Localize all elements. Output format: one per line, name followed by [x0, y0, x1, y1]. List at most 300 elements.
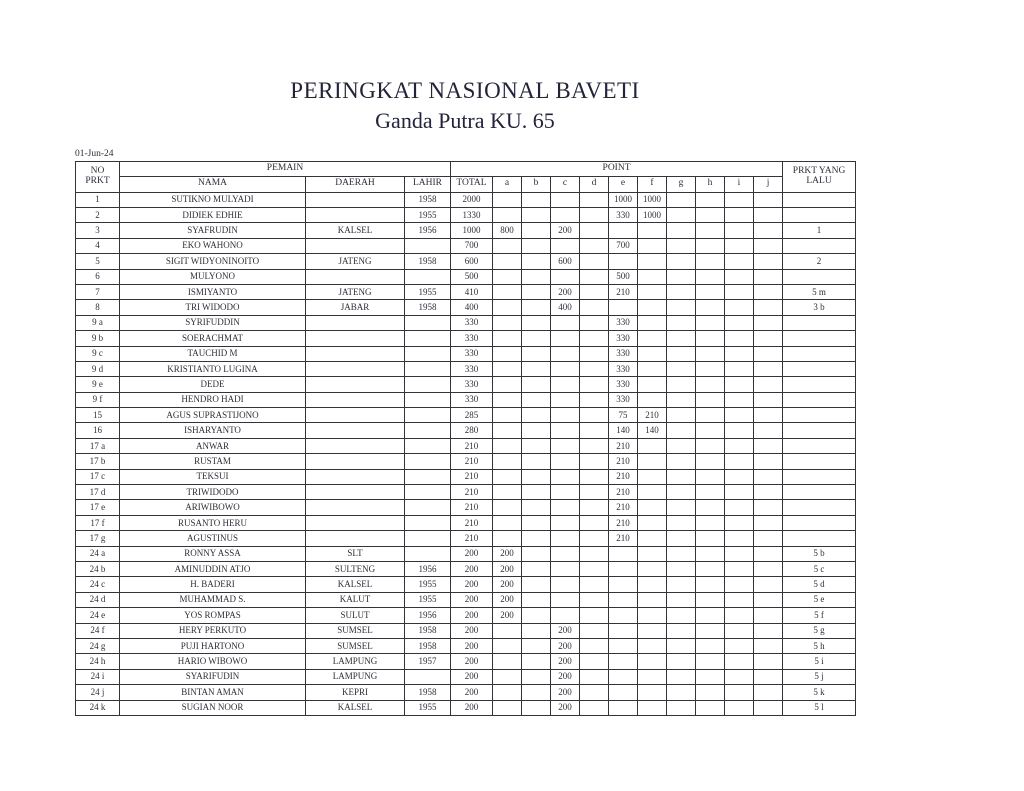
cell-no: 24 b [76, 561, 120, 576]
cell-prkt-lalu: 1 [783, 223, 856, 238]
cell-total: 200 [451, 685, 493, 700]
cell-total: 200 [451, 577, 493, 592]
cell-point-g [667, 223, 696, 238]
cell-daerah [306, 269, 405, 284]
table-body [76, 192, 856, 715]
cell-point-b [522, 300, 551, 315]
cell-point-i [725, 500, 754, 515]
cell-point-d [580, 685, 609, 700]
cell-point-g [667, 269, 696, 284]
cell-prkt-lalu [783, 438, 856, 453]
table-row [76, 300, 856, 315]
cell-point-j [754, 269, 783, 284]
cell-lahir [405, 269, 451, 284]
cell-no: 9 a [76, 315, 120, 330]
cell-point-g [667, 500, 696, 515]
cell-lahir: 1955 [405, 700, 451, 715]
cell-daerah: JATENG [306, 284, 405, 299]
cell-point-g [667, 592, 696, 607]
cell-prkt-lalu [783, 346, 856, 361]
cell-point-j [754, 700, 783, 715]
cell-nama: RUSTAM [120, 454, 306, 469]
cell-nama: YOS ROMPAS [120, 608, 306, 623]
cell-point-b [522, 361, 551, 376]
cell-lahir: 1958 [405, 638, 451, 653]
header-row-1 [76, 161, 856, 176]
table-row [76, 223, 856, 238]
cell-point-g [667, 238, 696, 253]
table-row [76, 561, 856, 576]
table-row [76, 685, 856, 700]
cell-point-a: 200 [493, 577, 522, 592]
cell-lahir: 1955 [405, 208, 451, 223]
cell-nama: ISHARYANTO [120, 423, 306, 438]
cell-prkt-lalu: 3 b [783, 300, 856, 315]
cell-total: 330 [451, 315, 493, 330]
cell-point-e: 330 [609, 331, 638, 346]
cell-point-a [493, 238, 522, 253]
cell-no: 3 [76, 223, 120, 238]
cell-no: 24 a [76, 546, 120, 561]
header-lalu-line2: LALU [806, 175, 832, 186]
cell-nama: DIDIEK EDHIE [120, 208, 306, 223]
cell-point-i [725, 654, 754, 669]
cell-point-c [551, 238, 580, 253]
cell-total: 200 [451, 546, 493, 561]
cell-point-d [580, 269, 609, 284]
cell-no: 17 c [76, 469, 120, 484]
cell-point-j [754, 315, 783, 330]
cell-prkt-lalu: 5 f [783, 608, 856, 623]
cell-point-g [667, 546, 696, 561]
cell-point-e [609, 623, 638, 638]
cell-point-h [696, 561, 725, 576]
cell-point-d [580, 208, 609, 223]
cell-point-f [638, 331, 667, 346]
cell-daerah: LAMPUNG [306, 654, 405, 669]
cell-point-j [754, 638, 783, 653]
cell-point-i [725, 331, 754, 346]
cell-point-a [493, 346, 522, 361]
cell-point-j [754, 485, 783, 500]
cell-point-e: 330 [609, 346, 638, 361]
cell-prkt-lalu: 5 k [783, 685, 856, 700]
cell-point-d [580, 331, 609, 346]
cell-daerah: SUMSEL [306, 623, 405, 638]
cell-point-c [551, 469, 580, 484]
cell-point-b [522, 408, 551, 423]
cell-nama: TEKSUI [120, 469, 306, 484]
cell-point-a: 200 [493, 546, 522, 561]
cell-point-j [754, 208, 783, 223]
col-header-point-e: e [609, 177, 638, 192]
col-header-daerah: DAERAH [306, 177, 405, 192]
cell-point-f [638, 238, 667, 253]
cell-daerah: LAMPUNG [306, 669, 405, 684]
cell-total: 200 [451, 638, 493, 653]
cell-nama: AGUS SUPRASTIJONO [120, 408, 306, 423]
cell-point-g [667, 515, 696, 530]
cell-point-e: 330 [609, 377, 638, 392]
cell-point-f [638, 531, 667, 546]
cell-point-j [754, 377, 783, 392]
cell-no: 4 [76, 238, 120, 253]
cell-point-g [667, 438, 696, 453]
cell-point-c [551, 608, 580, 623]
cell-point-e: 1000 [609, 192, 638, 207]
table-row [76, 546, 856, 561]
ranking-table [75, 161, 856, 716]
cell-point-h [696, 346, 725, 361]
table-row [76, 346, 856, 361]
cell-point-f [638, 546, 667, 561]
cell-point-h [696, 515, 725, 530]
cell-total: 200 [451, 654, 493, 669]
cell-daerah [306, 454, 405, 469]
cell-point-g [667, 623, 696, 638]
cell-point-a [493, 192, 522, 207]
cell-point-g [667, 700, 696, 715]
cell-point-b [522, 654, 551, 669]
cell-total: 1000 [451, 223, 493, 238]
cell-nama: PUJI HARTONO [120, 638, 306, 653]
cell-point-d [580, 238, 609, 253]
cell-daerah: KALUT [306, 592, 405, 607]
cell-nama: MULYONO [120, 269, 306, 284]
cell-point-h [696, 223, 725, 238]
cell-point-c [551, 423, 580, 438]
cell-nama: RUSANTO HERU [120, 515, 306, 530]
cell-point-e: 210 [609, 284, 638, 299]
cell-point-d [580, 485, 609, 500]
cell-lahir: 1955 [405, 592, 451, 607]
cell-point-a [493, 315, 522, 330]
table-row [76, 192, 856, 207]
cell-point-i [725, 284, 754, 299]
cell-prkt-lalu [783, 515, 856, 530]
cell-point-f [638, 454, 667, 469]
cell-point-d [580, 284, 609, 299]
cell-point-c [551, 561, 580, 576]
cell-daerah: SULTENG [306, 561, 405, 576]
cell-point-a [493, 361, 522, 376]
cell-point-d [580, 361, 609, 376]
table-row [76, 531, 856, 546]
cell-point-c: 200 [551, 669, 580, 684]
table-row [76, 592, 856, 607]
cell-point-c: 600 [551, 254, 580, 269]
cell-point-e [609, 592, 638, 607]
cell-prkt-lalu: 5 g [783, 623, 856, 638]
cell-total: 200 [451, 592, 493, 607]
cell-point-c [551, 485, 580, 500]
cell-total: 410 [451, 284, 493, 299]
cell-no: 1 [76, 192, 120, 207]
cell-point-h [696, 392, 725, 407]
cell-point-d [580, 654, 609, 669]
cell-point-e [609, 608, 638, 623]
cell-point-f [638, 223, 667, 238]
cell-no: 17 b [76, 454, 120, 469]
cell-point-e [609, 254, 638, 269]
cell-point-i [725, 608, 754, 623]
cell-point-j [754, 654, 783, 669]
cell-no: 24 i [76, 669, 120, 684]
cell-point-f [638, 269, 667, 284]
cell-point-j [754, 254, 783, 269]
cell-point-j [754, 669, 783, 684]
cell-point-h [696, 192, 725, 207]
cell-point-f [638, 392, 667, 407]
document-page [75, 78, 855, 716]
cell-point-d [580, 577, 609, 592]
header-no-line1: NO [90, 165, 105, 176]
cell-daerah [306, 346, 405, 361]
cell-point-d [580, 623, 609, 638]
cell-total: 330 [451, 331, 493, 346]
cell-point-d [580, 669, 609, 684]
cell-point-f [638, 300, 667, 315]
cell-point-b [522, 608, 551, 623]
cell-point-a [493, 623, 522, 638]
cell-point-c [551, 515, 580, 530]
cell-point-a: 200 [493, 561, 522, 576]
cell-point-g [667, 654, 696, 669]
cell-point-i [725, 577, 754, 592]
cell-point-f [638, 608, 667, 623]
cell-nama: HARIO WIBOWO [120, 654, 306, 669]
cell-prkt-lalu [783, 531, 856, 546]
cell-lahir: 1958 [405, 254, 451, 269]
cell-total: 330 [451, 346, 493, 361]
cell-nama: MUHAMMAD S. [120, 592, 306, 607]
cell-lahir [405, 238, 451, 253]
cell-point-b [522, 638, 551, 653]
cell-daerah: JABAR [306, 300, 405, 315]
cell-no: 17 f [76, 515, 120, 530]
cell-point-g [667, 669, 696, 684]
cell-point-h [696, 208, 725, 223]
cell-nama: EKO WAHONO [120, 238, 306, 253]
cell-point-d [580, 454, 609, 469]
cell-no: 5 [76, 254, 120, 269]
cell-point-c: 200 [551, 623, 580, 638]
cell-point-g [667, 315, 696, 330]
table-row [76, 485, 856, 500]
table-row [76, 331, 856, 346]
cell-point-d [580, 469, 609, 484]
col-header-point-f: f [638, 177, 667, 192]
cell-point-i [725, 485, 754, 500]
cell-nama: DEDE [120, 377, 306, 392]
cell-point-g [667, 392, 696, 407]
cell-lahir: 1956 [405, 223, 451, 238]
cell-point-a [493, 331, 522, 346]
cell-point-j [754, 515, 783, 530]
cell-point-c [551, 546, 580, 561]
table-row [76, 500, 856, 515]
cell-daerah [306, 208, 405, 223]
cell-point-d [580, 438, 609, 453]
cell-point-b [522, 331, 551, 346]
cell-no: 24 d [76, 592, 120, 607]
cell-total: 400 [451, 300, 493, 315]
cell-total: 280 [451, 423, 493, 438]
cell-daerah [306, 192, 405, 207]
cell-point-b [522, 577, 551, 592]
cell-total: 330 [451, 392, 493, 407]
cell-daerah [306, 469, 405, 484]
cell-no: 17 g [76, 531, 120, 546]
cell-point-j [754, 500, 783, 515]
cell-point-a [493, 377, 522, 392]
col-header-point-h: h [696, 177, 725, 192]
cell-point-d [580, 531, 609, 546]
cell-point-c: 200 [551, 638, 580, 653]
cell-nama: BINTAN AMAN [120, 685, 306, 700]
cell-nama: TRIWIDODO [120, 485, 306, 500]
cell-point-i [725, 238, 754, 253]
cell-no: 16 [76, 423, 120, 438]
table-row [76, 408, 856, 423]
table-row [76, 377, 856, 392]
cell-point-c: 200 [551, 654, 580, 669]
cell-nama: AGUSTINUS [120, 531, 306, 546]
cell-nama: RONNY ASSA [120, 546, 306, 561]
cell-nama: ANWAR [120, 438, 306, 453]
cell-total: 210 [451, 531, 493, 546]
cell-prkt-lalu [783, 269, 856, 284]
cell-point-i [725, 438, 754, 453]
cell-no: 24 e [76, 608, 120, 623]
cell-point-h [696, 685, 725, 700]
cell-point-a [493, 269, 522, 284]
cell-point-g [667, 192, 696, 207]
cell-point-h [696, 623, 725, 638]
cell-point-b [522, 485, 551, 500]
cell-total: 210 [451, 500, 493, 515]
cell-daerah [306, 500, 405, 515]
header-row-2 [76, 177, 856, 192]
cell-point-b [522, 469, 551, 484]
cell-point-e [609, 561, 638, 576]
cell-prkt-lalu [783, 377, 856, 392]
cell-point-h [696, 438, 725, 453]
header-no-line2: PRKT [85, 175, 110, 186]
cell-point-c [551, 192, 580, 207]
cell-point-e: 210 [609, 531, 638, 546]
col-header-point-d: d [580, 177, 609, 192]
cell-point-f [638, 577, 667, 592]
cell-point-c [551, 592, 580, 607]
cell-point-i [725, 377, 754, 392]
page-title: PERINGKAT NASIONAL BAVETI [290, 78, 640, 103]
cell-prkt-lalu [783, 469, 856, 484]
cell-point-c [551, 408, 580, 423]
cell-point-a: 200 [493, 592, 522, 607]
cell-point-c: 200 [551, 685, 580, 700]
cell-point-b [522, 284, 551, 299]
cell-point-f [638, 685, 667, 700]
cell-point-h [696, 500, 725, 515]
cell-point-a [493, 531, 522, 546]
cell-lahir: 1956 [405, 561, 451, 576]
cell-no: 17 a [76, 438, 120, 453]
cell-point-b [522, 254, 551, 269]
cell-point-e: 75 [609, 408, 638, 423]
cell-point-d [580, 315, 609, 330]
cell-point-j [754, 423, 783, 438]
cell-daerah: SLT [306, 546, 405, 561]
cell-point-g [667, 423, 696, 438]
cell-point-c: 200 [551, 284, 580, 299]
cell-point-g [667, 469, 696, 484]
cell-nama: SOERACHMAT [120, 331, 306, 346]
cell-lahir [405, 546, 451, 561]
cell-point-b [522, 454, 551, 469]
cell-point-a [493, 469, 522, 484]
cell-nama: ISMIYANTO [120, 284, 306, 299]
cell-point-j [754, 685, 783, 700]
cell-point-a [493, 700, 522, 715]
cell-point-a [493, 485, 522, 500]
col-header-point-i: i [725, 177, 754, 192]
cell-daerah: SULUT [306, 608, 405, 623]
col-header-point-c: c [551, 177, 580, 192]
cell-point-e [609, 223, 638, 238]
cell-point-g [667, 577, 696, 592]
cell-point-f [638, 592, 667, 607]
cell-point-i [725, 685, 754, 700]
cell-lahir [405, 408, 451, 423]
cell-nama: SYRIFUDDIN [120, 315, 306, 330]
cell-point-j [754, 361, 783, 376]
cell-point-h [696, 469, 725, 484]
cell-prkt-lalu: 5 c [783, 561, 856, 576]
cell-no: 24 h [76, 654, 120, 669]
cell-point-d [580, 546, 609, 561]
cell-nama: AMINUDDIN ATJO [120, 561, 306, 576]
cell-prkt-lalu [783, 454, 856, 469]
cell-prkt-lalu [783, 192, 856, 207]
cell-lahir: 1955 [405, 284, 451, 299]
cell-point-f [638, 654, 667, 669]
cell-no: 9 b [76, 331, 120, 346]
table-row [76, 208, 856, 223]
cell-nama: SIGIT WIDYONINOITO [120, 254, 306, 269]
cell-point-c [551, 361, 580, 376]
cell-point-b [522, 531, 551, 546]
cell-point-c: 200 [551, 700, 580, 715]
cell-lahir [405, 485, 451, 500]
cell-point-e: 210 [609, 485, 638, 500]
cell-point-f [638, 284, 667, 299]
cell-point-b [522, 192, 551, 207]
cell-prkt-lalu [783, 408, 856, 423]
cell-point-f [638, 254, 667, 269]
cell-no: 15 [76, 408, 120, 423]
cell-point-h [696, 546, 725, 561]
cell-lahir [405, 331, 451, 346]
cell-no: 24 c [76, 577, 120, 592]
cell-point-h [696, 638, 725, 653]
cell-total: 200 [451, 700, 493, 715]
cell-lahir [405, 423, 451, 438]
cell-point-a [493, 515, 522, 530]
cell-no: 24 f [76, 623, 120, 638]
cell-point-e: 210 [609, 454, 638, 469]
table-row [76, 438, 856, 453]
